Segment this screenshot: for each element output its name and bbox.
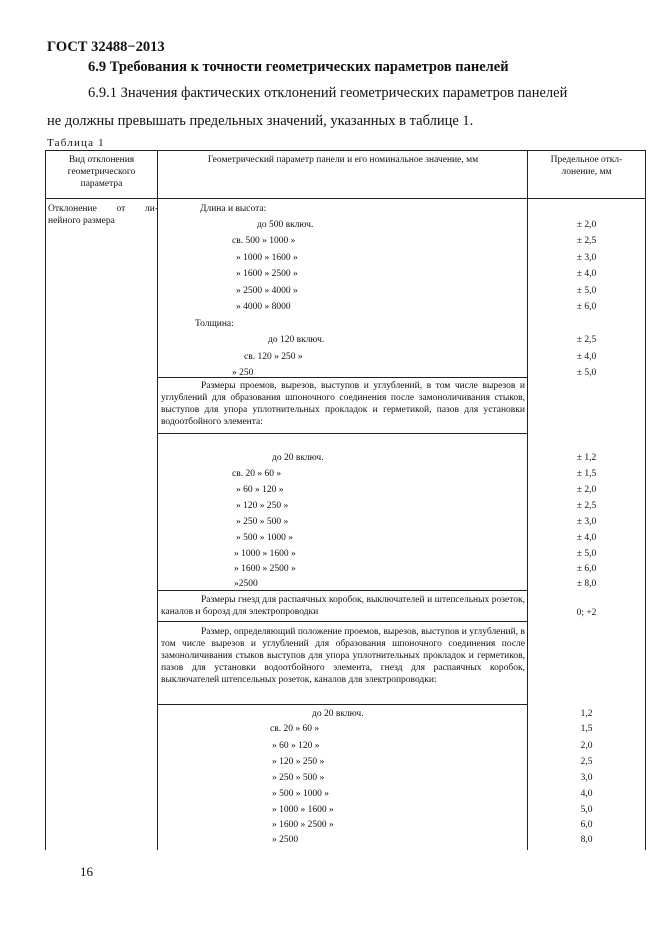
table-row-value: 1,2 (580, 709, 593, 719)
table-row-label: » 250 (232, 368, 254, 378)
position-dimension-text (161, 626, 525, 686)
table-header-border (45, 198, 645, 199)
column-divider-1 (157, 150, 158, 850)
row-divider-4 (157, 621, 527, 622)
table-row-value: 5,0 (580, 805, 593, 815)
table-row-label: до 20 включ. (312, 709, 364, 719)
table-row-value: ± 5,0 (576, 286, 597, 296)
col1-header-line: Вид отклонения (68, 155, 135, 165)
table-row-label: св. 500 » 1000 » (232, 236, 296, 246)
table-row-label: » 250 » 500 » (236, 517, 289, 527)
table-row-label: » 120 » 250 » (236, 501, 289, 511)
col2-header: Геометрический параметр панели и его номинальное значение, мм (207, 155, 479, 165)
table-left-border (45, 150, 46, 850)
table-row-label: »2500 (234, 579, 258, 589)
table-row-value: 8,0 (580, 835, 593, 845)
table-row-label: » 60 » 120 » (236, 485, 284, 495)
col1-header (46, 154, 157, 190)
table-row-value: 0; +2 (576, 608, 597, 618)
table-row-label: » 2500 » 4000 » (236, 286, 298, 296)
table-row-label: св. 20 » 60 » (270, 724, 320, 734)
row-divider-2 (157, 433, 527, 434)
table-row-label: св. 20 » 60 » (232, 469, 282, 479)
table-row-label: » 250 » 500 » (272, 773, 325, 783)
table-row-label: » 4000 » 8000 (236, 302, 291, 312)
deviation-type-word: от (116, 204, 126, 214)
table-row-value: ± 5,0 (576, 549, 597, 559)
table-row-label: » 1000 » 1600 » (236, 253, 298, 263)
table-row-label: » 1600 » 2500 » (272, 820, 334, 830)
table-row-value: ± 1,5 (576, 469, 597, 479)
table-row-label: » 1000 » 1600 » (272, 805, 334, 815)
table-row-value: ± 4,0 (576, 352, 597, 362)
deviation-type-word: ли- (145, 204, 158, 214)
sockets-dimensions-text-body: Размеры гнезд для распаячных коробок, выключателей и штепсельных розеток, каналов и борозд для электропроводки (161, 595, 525, 617)
table-row-label: » 500 » 1000 » (272, 789, 329, 799)
section-title: 6.9 Требования к точности геометрических параметров панелей (88, 59, 509, 75)
table-row-label: до 20 включ. (272, 453, 324, 463)
table-row-value: ± 4,0 (576, 533, 597, 543)
table-row-value: ± 3,0 (576, 253, 597, 263)
table-row-value: ± 2,0 (576, 220, 597, 230)
table-row-value: 4,0 (580, 789, 593, 799)
col3-header (528, 154, 645, 178)
group-title-length-height: Длина и высота: (200, 204, 267, 214)
table-row-value: 3,0 (580, 773, 593, 783)
table-row-value: ± 5,0 (576, 368, 597, 378)
table-row-label: » 120 » 250 » (272, 757, 325, 767)
col3-header-line: Предельное откл- (550, 155, 623, 165)
document-code: ГОСТ 32488−2013 (47, 39, 165, 55)
row-divider-3 (157, 590, 527, 591)
group-title-thickness: Толщина: (195, 319, 234, 329)
table-row-value: ± 6,0 (576, 564, 597, 574)
table-row-label: » 60 » 120 » (272, 741, 320, 751)
sockets-dimensions-text (161, 594, 525, 618)
page-number: 16 (80, 864, 93, 879)
table-row-label: св. 120 » 250 » (244, 352, 303, 362)
table-row-value: 2,0 (580, 741, 593, 751)
paragraph-line-2: не должны превышать предельных значений, указанных в таблице 1. (47, 113, 474, 129)
table-row-value: 1,5 (580, 724, 593, 734)
table-right-border (645, 150, 646, 850)
table-row-value: ± 2,5 (576, 501, 597, 511)
table-row-label: » 1600 » 2500 » (234, 564, 296, 574)
table-row-value: 2,5 (580, 757, 593, 767)
openings-dimensions-text (161, 380, 525, 428)
table-row-value: ± 2,5 (576, 335, 597, 345)
table-caption: Таблица 1 (47, 137, 105, 149)
table-row-value: ± 6,0 (576, 302, 597, 312)
table-row-label: до 120 включ. (268, 335, 325, 345)
table-top-border (45, 150, 645, 151)
deviation-type-word: Отклонение (48, 204, 97, 214)
table-row-label: до 500 включ. (257, 220, 314, 230)
openings-dimensions-text-body: Размеры проемов, вырезов, выступов и углублений, в том числе вырезов и углублений для образования шпоночного соединения после замоноличивания стыков, выступов для упора уплотнительных прокладок и герметикой, пазов для установки водоотбойного элемента: (161, 381, 525, 427)
column-divider-2 (527, 150, 528, 850)
deviation-type-word: нейного размера (48, 216, 115, 226)
table-row-label: » 1600 » 2500 » (236, 269, 298, 279)
table-row-label: » 1000 » 1600 » (234, 549, 296, 559)
row-divider-1 (157, 377, 527, 378)
paragraph-line-1: 6.9.1 Значения фактических отклонений геометрических параметров панелей (88, 85, 568, 101)
table-row-value: ± 1,2 (576, 453, 597, 463)
deviation-type-cell (48, 203, 158, 227)
col1-header-line: геометрического (67, 167, 136, 177)
row-divider-5 (157, 704, 527, 705)
col1-header-line: параметра (80, 179, 123, 189)
table-row-value: ± 8,0 (576, 579, 597, 589)
col3-header-line: лонение, мм (561, 167, 612, 177)
position-dimension-text-body: Размер, определяющий положение проемов, вырезов, выступов и углублений, в том числе вырезов и углублений для образования шпоночного соединения после замоноличивания стыков выступов для упора уплотнительных прокладок и герметиков, пазов для установки водоотбойного элемента, гнезд для распаячных коробок, выключателей штепсельных розеток, каналов для электропроводки: (161, 627, 525, 685)
table-row-value: 6,0 (580, 820, 593, 830)
table-row-value: ± 2,5 (576, 236, 597, 246)
table-row-value: ± 3,0 (576, 517, 597, 527)
table-row-value: ± 2,0 (576, 485, 597, 495)
table-row-label: » 500 » 1000 » (236, 533, 293, 543)
table-row-value: ± 4,0 (576, 269, 597, 279)
table-row-label: » 2500 (272, 835, 299, 845)
